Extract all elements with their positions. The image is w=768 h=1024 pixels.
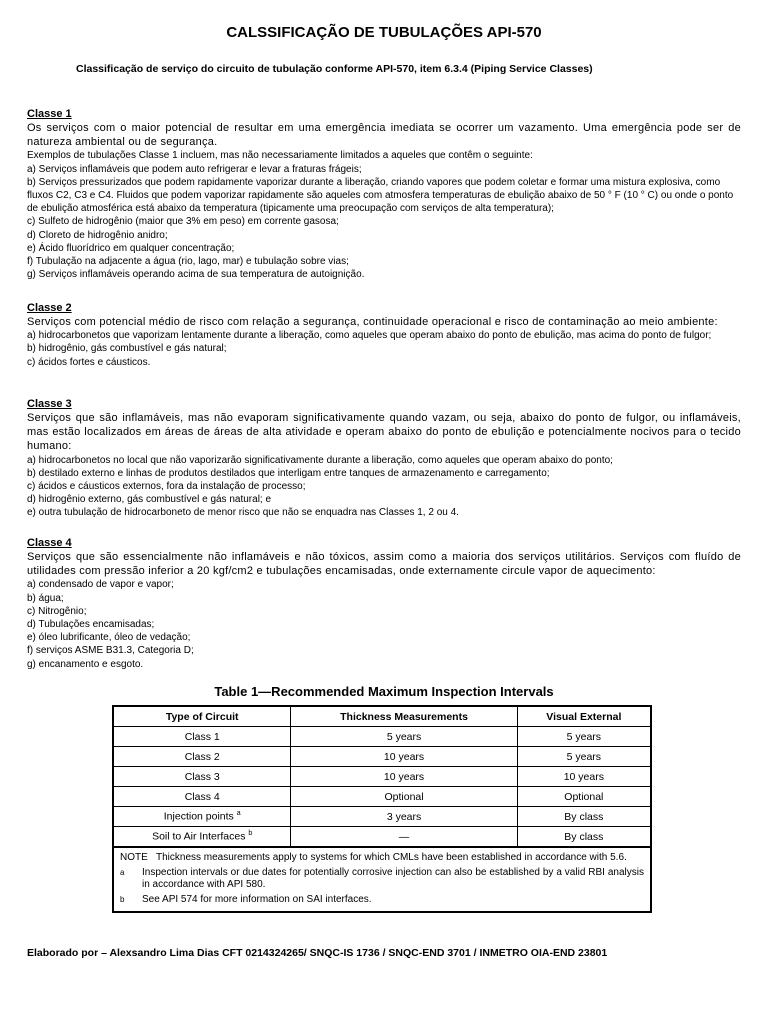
document-title: CALSSIFICAÇÃO DE TUBULAÇÕES API-570 bbox=[226, 24, 542, 41]
class-heading: Classe 4 bbox=[27, 537, 72, 549]
table-row bbox=[114, 787, 650, 807]
note-item bbox=[120, 852, 644, 864]
footnote-marker: b bbox=[248, 830, 253, 838]
table-cell: Class 2 bbox=[114, 747, 291, 767]
class-description: Serviços que são inflamáveis, mas não evaporam significativamente quando vazam, ou seja, abaixo do ponto de fulgor, ou inflamáveis, mas estão localizados em áreas de áreas de alta atividade e operam abaixo do ponto de ebulição e potencialmente nocivos para o tecido humano: bbox=[27, 412, 741, 453]
table-cell: 10 years bbox=[291, 767, 517, 787]
table-cell bbox=[114, 807, 291, 827]
table-row bbox=[114, 747, 650, 767]
note-key: a bbox=[120, 868, 125, 877]
document-subtitle: Classificação de serviço do circuito de tubulação conforme API-570, item 6.3.4 (Piping Service Classes) bbox=[76, 63, 593, 75]
table-row bbox=[114, 727, 650, 747]
list-item: Exemplos de tubulações Classe 1 incluem, mas não necessariamente limitados a aqueles que contêm o seguinte: bbox=[27, 150, 533, 162]
table-cell: Optional bbox=[517, 787, 650, 807]
table-cell: 5 years bbox=[517, 727, 650, 747]
class-heading: Classe 3 bbox=[27, 398, 72, 410]
table-row bbox=[114, 827, 650, 847]
table-cell: — bbox=[291, 827, 517, 847]
class-2-section bbox=[27, 301, 741, 369]
table-cell: Class 1 bbox=[114, 727, 291, 747]
cell-text: Soil to Air Interfaces bbox=[152, 830, 246, 843]
class-description: Serviços que são essencialmente não inflamáveis e não tóxicos, assim como a maioria dos serviços utilitários. Serviços com fluído de utilidades com pressão inferior a 20 kgf/cm2 e tubulações encamisadas, onde externamente circule vapor de aquecimento: bbox=[27, 551, 741, 578]
table-cell: By class bbox=[517, 827, 650, 847]
note-key: b bbox=[120, 895, 125, 904]
list-item: b) Serviços pressurizados que podem rapidamente vaporizar durante a liberação, criando vapores que podem coletar e formar uma mistura explosiva, como fluxos C2, C3 e C4. Fluidos que podem vaporizar rapidamente são aqueles com atmosfera temperaturas de ebulição abaixo de 50 ° F (10 ° C) ou onde o ponto de ebulição atmosférica está abaixo da temperatura (tipicamente uma preocupação com serviços de alta temperatura); bbox=[27, 176, 734, 215]
list-item: b) hidrogênio, gás combustível e gás natural; bbox=[27, 343, 227, 355]
column-header: Visual External bbox=[517, 707, 650, 727]
table-cell: By class bbox=[517, 807, 650, 827]
table-header-row bbox=[114, 707, 650, 727]
list-item: a) hidrocarbonetos que vaporizam lentamente durante a liberação, como aqueles que operam abaixo do ponto de ebulição, mas acima do ponto de fulgor; bbox=[27, 330, 712, 342]
class-4-section bbox=[27, 536, 741, 671]
list-item: b) destilado externo e linhas de produtos destilados que interligam entre tanques de armazenamento e carregamento; bbox=[27, 467, 550, 479]
list-item: g) encanamento e esgoto. bbox=[27, 658, 144, 670]
table-row bbox=[114, 807, 650, 827]
table-notes bbox=[114, 847, 650, 906]
list-item: g) Serviços inflamáveis operando acima de sua temperatura de autoignição. bbox=[27, 269, 365, 281]
document-footer: Elaborado por – Alexsandro Lima Dias CFT 0214324265/ SNQC-IS 1736 / SNQC-END 3701 / INMETRO OIA-END 23801 bbox=[27, 947, 608, 959]
column-header: Thickness Measurements bbox=[291, 707, 517, 727]
list-item: d) hidrogênio externo, gás combustível e gás natural; e bbox=[27, 494, 272, 506]
class-1-section bbox=[27, 107, 741, 281]
list-item: e) outra tubulação de hidrocarboneto de menor risco que não se enquadra nas Classes 1, 2 ou 4. bbox=[27, 507, 459, 519]
list-item: e) Ácido fluorídrico em qualquer concentração; bbox=[27, 242, 235, 254]
table-cell: Class 3 bbox=[114, 767, 291, 787]
list-item: a) condensado de vapor e vapor; bbox=[27, 579, 174, 591]
class-3-section bbox=[27, 397, 741, 520]
list-item: c) ácidos fortes e cáusticos. bbox=[27, 356, 151, 368]
table-cell bbox=[114, 827, 291, 847]
list-item: e) óleo lubrificante, óleo de vedação; bbox=[27, 632, 191, 644]
class-description: Serviços com potencial médio de risco com relação a segurança, continuidade operacional e risco de contaminação ao meio ambiente: bbox=[27, 316, 718, 328]
list-item: f) serviços ASME B31.3, Categoria D; bbox=[27, 645, 194, 657]
list-item: b) água; bbox=[27, 592, 64, 604]
class-heading: Classe 2 bbox=[27, 302, 72, 314]
class-description: Os serviços com o maior potencial de resultar em uma emergência imediata se ocorrer um vazamento. Uma emergência pode ser de natureza ambiental ou de segurança. bbox=[27, 122, 741, 149]
inspection-intervals-table bbox=[112, 705, 652, 913]
list-item: c) Nitrogênio; bbox=[27, 605, 87, 617]
note-text: See API 574 for more information on SAI interfaces. bbox=[142, 894, 372, 905]
table-cell: 10 years bbox=[291, 747, 517, 767]
column-header: Type of Circuit bbox=[114, 707, 291, 727]
list-item: a) Serviços inflamáveis que podem auto refrigerar e levar a fraturas frágeis; bbox=[27, 163, 362, 175]
table-cell: Class 4 bbox=[114, 787, 291, 807]
list-item: d) Tubulações encamisadas; bbox=[27, 619, 155, 631]
note-item bbox=[120, 894, 644, 906]
note-text: Thickness measurements apply to systems for which CMLs have been established in accordance with 5.6. bbox=[156, 852, 627, 863]
note-item bbox=[120, 867, 644, 891]
table-title: Table 1—Recommended Maximum Inspection Intervals bbox=[214, 684, 554, 699]
note-text: Inspection intervals or due dates for potentially corrosive injection can also be established by a valid RBI analysis in accordance with API 580. bbox=[142, 867, 644, 890]
table-cell: Optional bbox=[291, 787, 517, 807]
table-cell: 10 years bbox=[517, 767, 650, 787]
list-item: a) hidrocarbonetos no local que não vaporizarão significativamente durante a liberação, como aqueles que operam abaixo do ponto; bbox=[27, 454, 613, 466]
table-cell: 5 years bbox=[291, 727, 517, 747]
table-cell: 5 years bbox=[517, 747, 650, 767]
list-item: d) Cloreto de hidrogênio anidro; bbox=[27, 229, 168, 241]
class-heading: Classe 1 bbox=[27, 108, 72, 120]
table-row bbox=[114, 767, 650, 787]
list-item: c) ácidos e cáusticos externos, fora da instalação de processo; bbox=[27, 481, 306, 493]
cell-text: Injection points bbox=[163, 810, 234, 823]
footnote-marker: a bbox=[236, 810, 241, 818]
list-item: c) Sulfeto de hidrogênio (maior que 3% em peso) em corrente gasosa; bbox=[27, 216, 339, 228]
table-cell: 3 years bbox=[291, 807, 517, 827]
list-item: f) Tubulação na adjacente a água (rio, lago, mar) e tubulação sobre vias; bbox=[27, 256, 349, 268]
note-key: NOTE bbox=[120, 852, 148, 863]
